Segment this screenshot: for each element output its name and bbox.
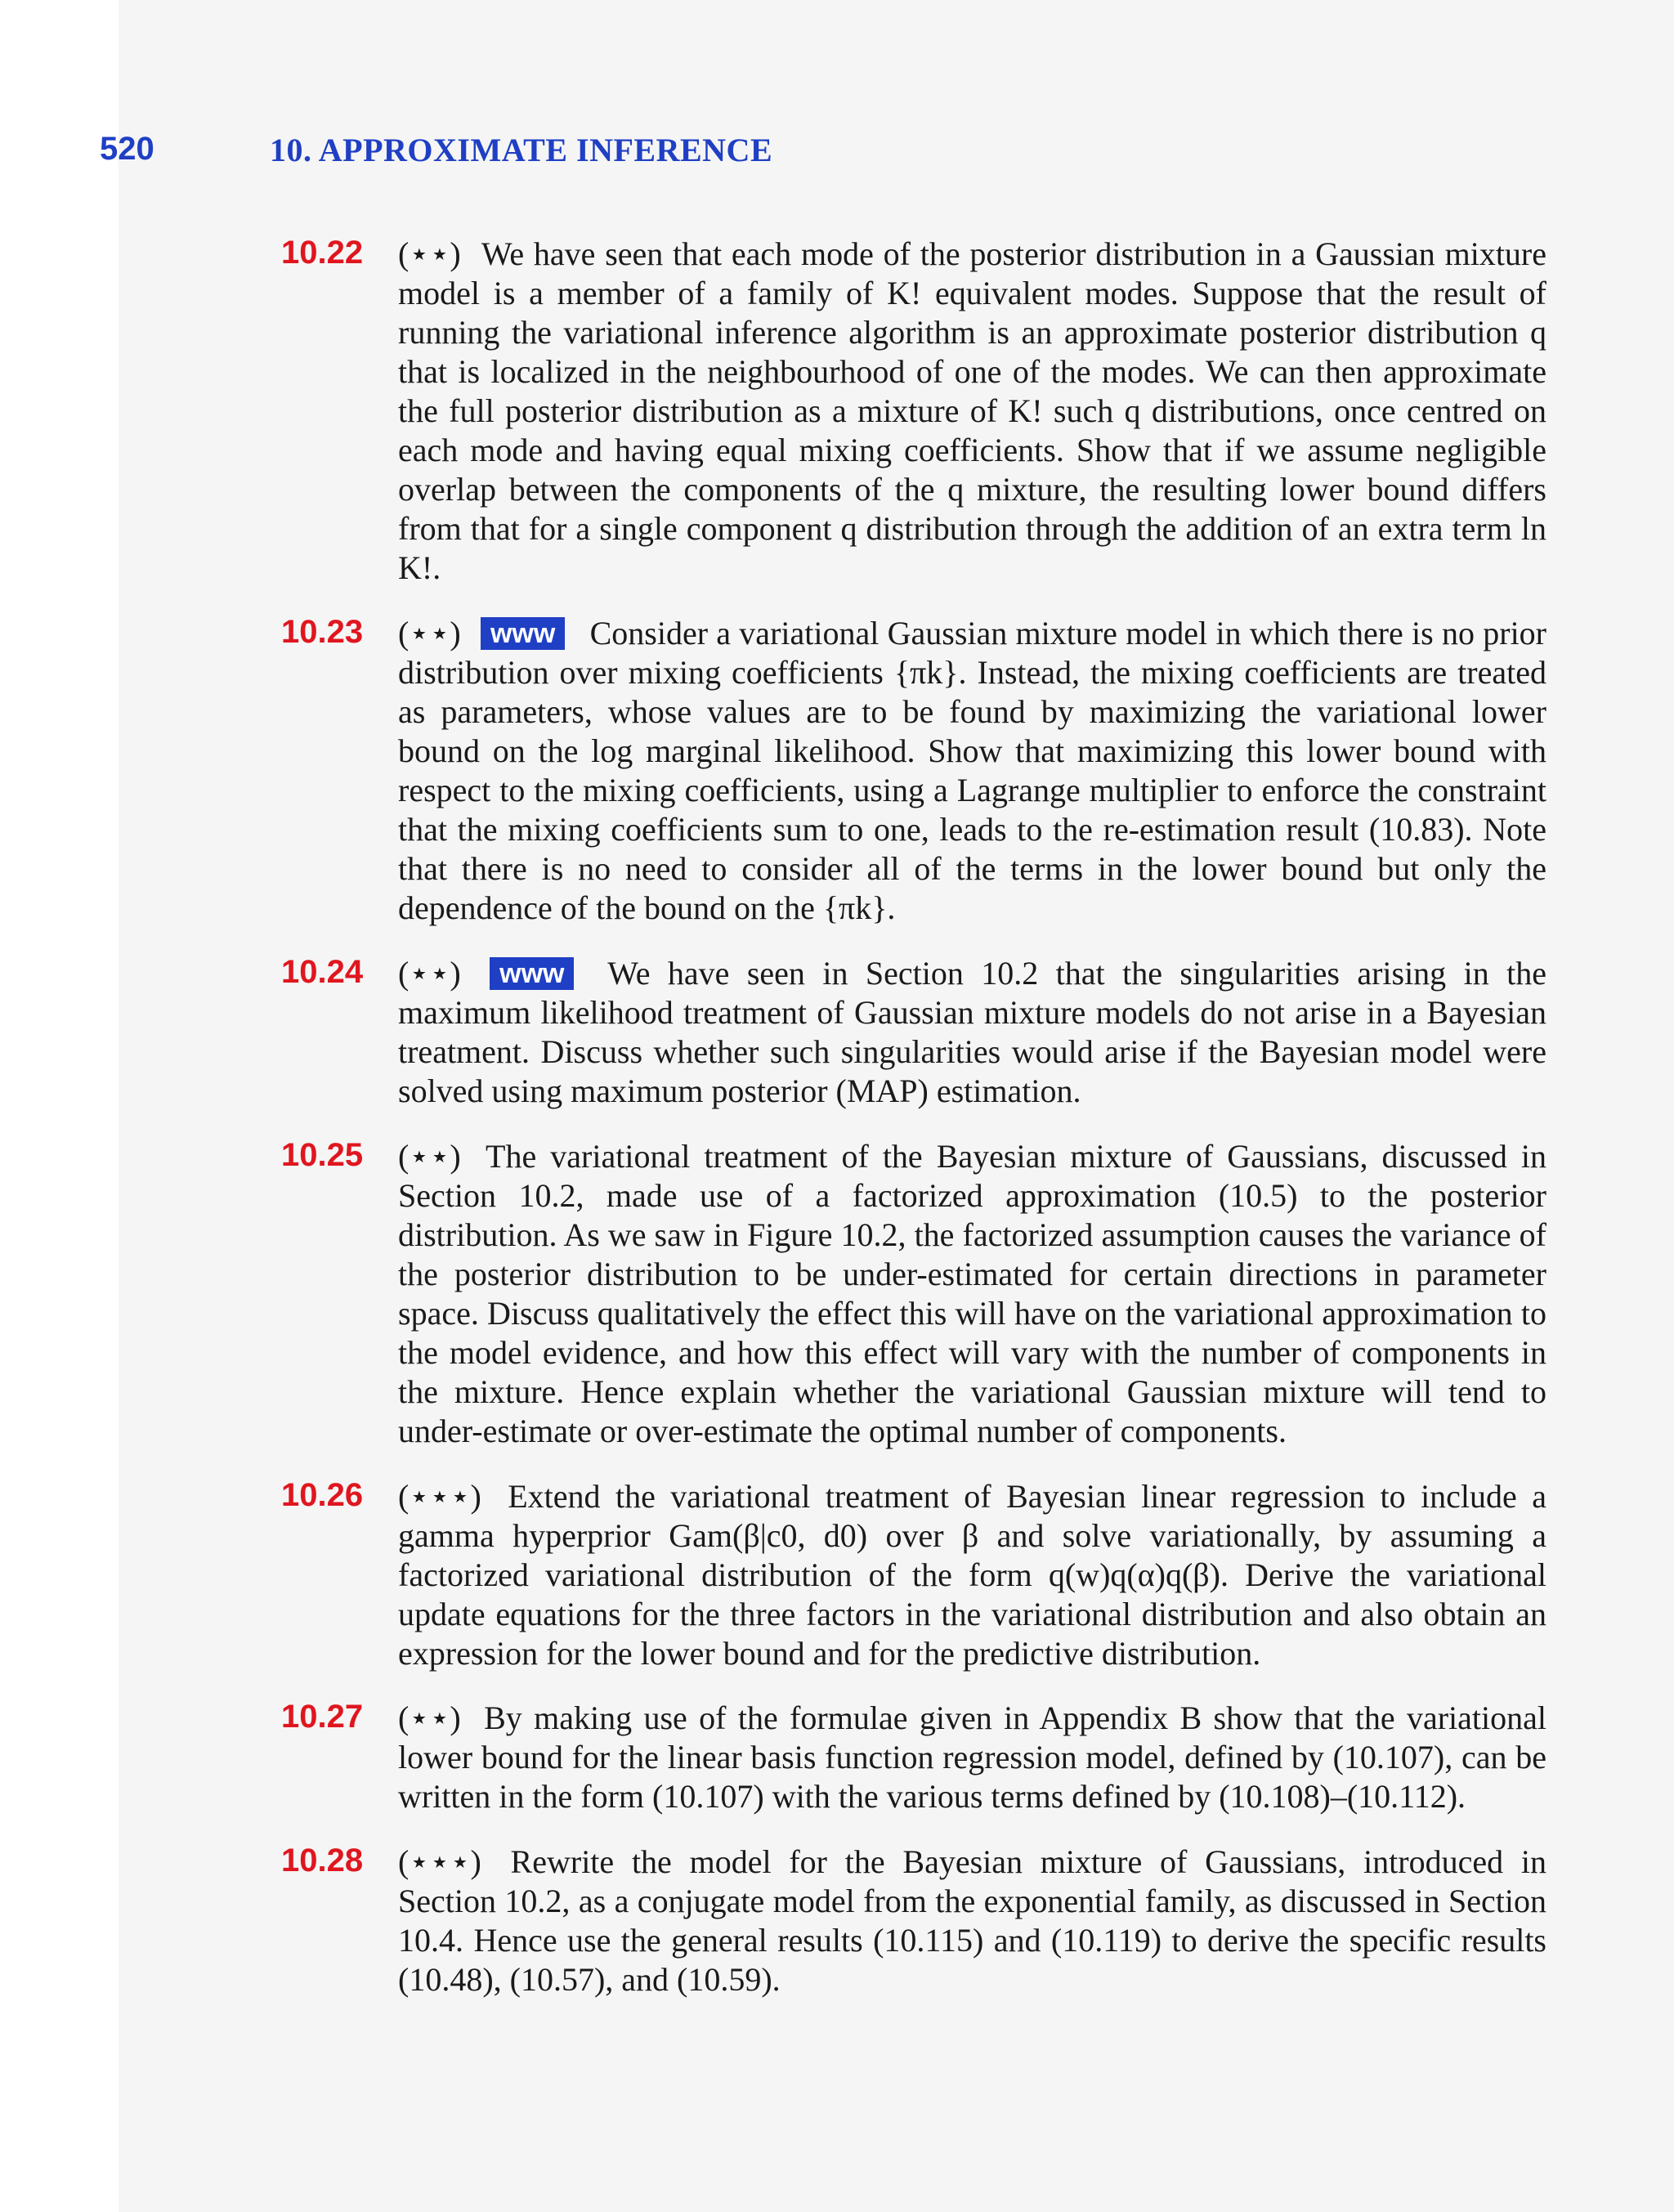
www-badge[interactable]: www xyxy=(490,957,574,990)
exercise-number: 10.27 xyxy=(281,1699,364,1735)
chapter-title: 10. APPROXIMATE INFERENCE xyxy=(270,132,773,168)
exercise-text: By making use of the formulae given in Appendix B show that the variational lower bound for the linear basis function regression model, defined by (10.107), can be written in the form (10.107) with the various terms defined by (10.108)–(10.112). xyxy=(398,1699,1546,1815)
exercise-body xyxy=(398,235,1546,588)
exercise-number: 10.22 xyxy=(281,235,364,271)
exercise-text: Rewrite the model for the Bayesian mixture of Gaussians, introduced in Section 10.2, as a conjugate model from the exponential family, as discussed in Section 10.4. Hence use the general results (10.115) and (10.119) to derive the specific results (10.48), (10.57), and (10.59). xyxy=(398,1843,1546,1998)
exercise-text: Consider a variational Gaussian mixture model in which there is no prior distribution over mixing coefficients {πk}. Instead, the mixing coefficients are treated as parameters, whose values are to be found by maximizing the variational lower bound on the log marginal likelihood. Show that maximizing this lower bound with respect to the mixing coefficients, using a Lagrange multiplier to enforce the constraint that the mixing coefficients sum to one, leads to the re-estimation result (10.83). Note that there is no need to consider all of the terms in the lower bound but only the dependence of the bound on the {πk}. xyxy=(398,615,1547,926)
exercise-text: We have seen that each mode of the posterior distribution in a Gaussian mixture model is a member of a family of K! equivalent modes. Suppose that the result of running the variational inference algorithm is an approximate posterior distribution q that is localized in the neighbourhood of one of the modes. We can then approximate the full posterior distribution as a mixture of K! such q distributions, once centred on each mode and having equal mixing coefficients. Show that if we assume negligible overlap between the components of the q mixture, the resulting lower bound differs from that for a single component q distribution through the addition of an extra term ln K!. xyxy=(398,235,1547,586)
difficulty-stars: (⋆⋆⋆) xyxy=(398,1843,481,1880)
page-header xyxy=(0,131,1674,180)
exercise-text: We have seen in Section 10.2 that the singularities arising in the maximum likelihood treatment of Gaussian mixture models do not arise in a Bayesian treatment. Discuss whether such singularities would arise if the Bayesian model were solved using maximum posterior (MAP) estimation. xyxy=(398,955,1547,1109)
page-number: 520 xyxy=(100,131,154,167)
exercise-number: 10.28 xyxy=(281,1843,364,1878)
exercise-body xyxy=(398,1477,1546,1673)
difficulty-stars: (⋆⋆) xyxy=(398,235,461,272)
exercise-number: 10.25 xyxy=(281,1137,364,1173)
exercise-number: 10.26 xyxy=(281,1477,364,1513)
difficulty-stars: (⋆⋆⋆) xyxy=(398,1478,481,1515)
exercise-text: The variational treatment of the Bayesian mixture of Gaussians, discussed in Section 10.2, made use of a factorized approximation (10.5) to the posterior distribution. As we saw in Figure 10.2, the factorized assumption causes the variance of the posterior distribution to be under-estimated for certain directions in parameter space. Discuss qualitatively the effect this will have on the variational approximation to the model evidence, and how this effect will vary with the number of components in the mixture. Hence explain whether the variational Gaussian mixture will tend to under-estimate or over-estimate the optimal number of components. xyxy=(398,1138,1546,1449)
difficulty-stars: (⋆⋆) xyxy=(398,615,461,652)
exercise-number: 10.24 xyxy=(281,954,364,990)
exercise-body xyxy=(398,1699,1546,1816)
exercise-body xyxy=(398,614,1546,928)
www-badge[interactable]: www xyxy=(481,617,565,650)
exercise-text: Extend the variational treatment of Bayesian linear regression to include a gamma hyperprior Gam(β|c0, d0) over β and solve variationally, by assuming a factorized variational distribution of the form q(w)q(α)q(β). Derive the variational update equations for the three factors in the variational distribution and also obtain an expression for the lower bound and for the predictive distribution. xyxy=(398,1478,1547,1672)
exercise-body xyxy=(398,954,1546,1111)
difficulty-stars: (⋆⋆) xyxy=(398,1138,461,1175)
exercise-body xyxy=(398,1137,1546,1451)
difficulty-stars: (⋆⋆) xyxy=(398,955,461,992)
exercise-number: 10.23 xyxy=(281,614,364,650)
difficulty-stars: (⋆⋆) xyxy=(398,1699,461,1736)
exercise-body xyxy=(398,1843,1546,1999)
